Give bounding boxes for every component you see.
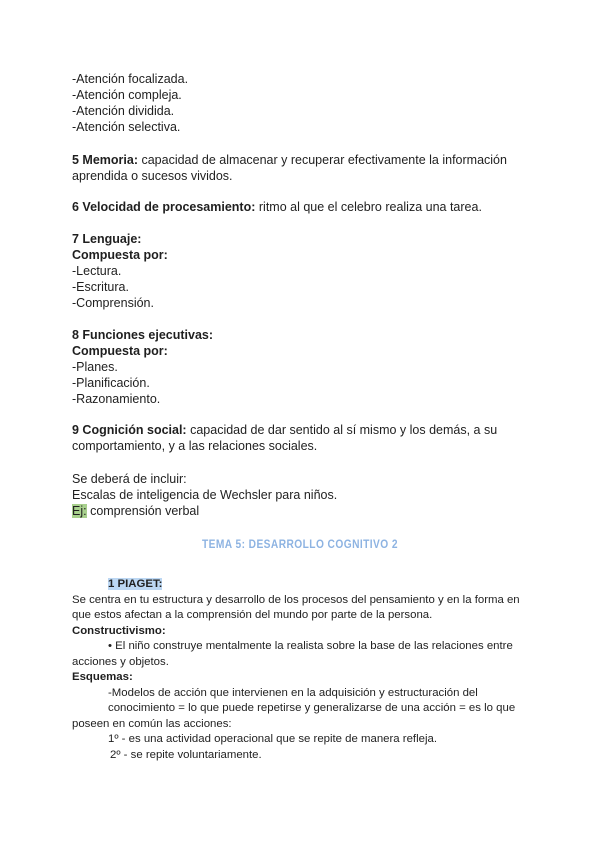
list-item: -Atención focalizada. — [72, 72, 189, 86]
list-item: -Atención dividida. — [72, 104, 175, 118]
cognicion-paragraph — [72, 422, 517, 454]
list-item: -Razonamiento. — [72, 392, 161, 406]
esquemas-item-1: 1º - es una actividad operacional que se repite de manera refleja. — [108, 733, 437, 745]
list-item: -Planificación. — [72, 376, 150, 390]
include-line1: Se deberá de incluir: — [72, 472, 187, 486]
attention-list — [72, 71, 542, 135]
list-item: -Atención compleja. — [72, 88, 182, 102]
piaget-section — [72, 577, 522, 763]
constructivismo-text: • El niño construye mentalmente la realista sobre la base de las relaciones entre acciones y objetos. — [72, 640, 513, 668]
list-item: -Planes. — [72, 360, 118, 374]
esquemas-label: Esquemas: — [72, 671, 133, 683]
esquemas-text-1: -Modelos de acción que intervienen en la adquisición y estructuración del — [108, 686, 478, 699]
section-title: TEMA 5: DESARROLLO COGNITIVO 2 — [201, 537, 398, 551]
funciones-section — [72, 327, 542, 407]
list-item: -Atención selectiva. — [72, 120, 181, 134]
funciones-label: 8 Funciones ejecutivas: — [72, 328, 214, 342]
ej-text: comprensión verbal — [86, 504, 200, 518]
lenguaje-label: 7 Lenguaje: — [72, 232, 142, 246]
cognicion-text: capacidad de dar sentido al sí mismo y los demás, a su comportamiento, y a las relaciones sociales. — [72, 423, 498, 453]
velocidad-label: 6 Velocidad de procesamiento: — [72, 200, 256, 214]
cognicion-label: 9 Cognición social: — [72, 423, 187, 437]
funciones-sub: Compuesta por: — [72, 344, 168, 358]
esquemas-item-2: 2º - se repite voluntariamente. — [110, 748, 262, 761]
memoria-label: 5 Memoria: — [72, 153, 138, 167]
velocidad-text: ritmo al que el celebro realiza una tarea. — [255, 200, 482, 214]
list-item: -Comprensión. — [72, 296, 154, 310]
include-section — [72, 471, 542, 519]
piaget-intro: Se centra en tu estructura y desarrollo de los procesos del pensamiento y en la forma en que estos afectan a la comprensión del mundo por parte de la persona. — [72, 593, 520, 621]
velocidad-paragraph — [72, 199, 542, 215]
lenguaje-sub: Compuesta por: — [72, 248, 168, 262]
esquemas-text-3: poseen en común las acciones: — [72, 717, 232, 730]
esquemas-text-2: conocimiento = lo que puede repetirse y generalizarse de una acción = es lo que — [108, 702, 516, 714]
piaget-heading: 1 PIAGET: — [108, 578, 163, 590]
memoria-text: capacidad de almacenar y recuperar efectivamente la información aprendida o sucesos vividos. — [72, 153, 507, 183]
list-item: -Lectura. — [72, 264, 122, 278]
constructivismo-label: Constructivismo: — [72, 624, 166, 637]
memoria-paragraph — [72, 152, 527, 184]
include-line2: Escalas de inteligencia de Wechsler para niños. — [72, 488, 338, 502]
list-item: -Escritura. — [72, 280, 129, 294]
lenguaje-section — [72, 231, 542, 311]
ej-label: Ej: — [72, 504, 87, 518]
